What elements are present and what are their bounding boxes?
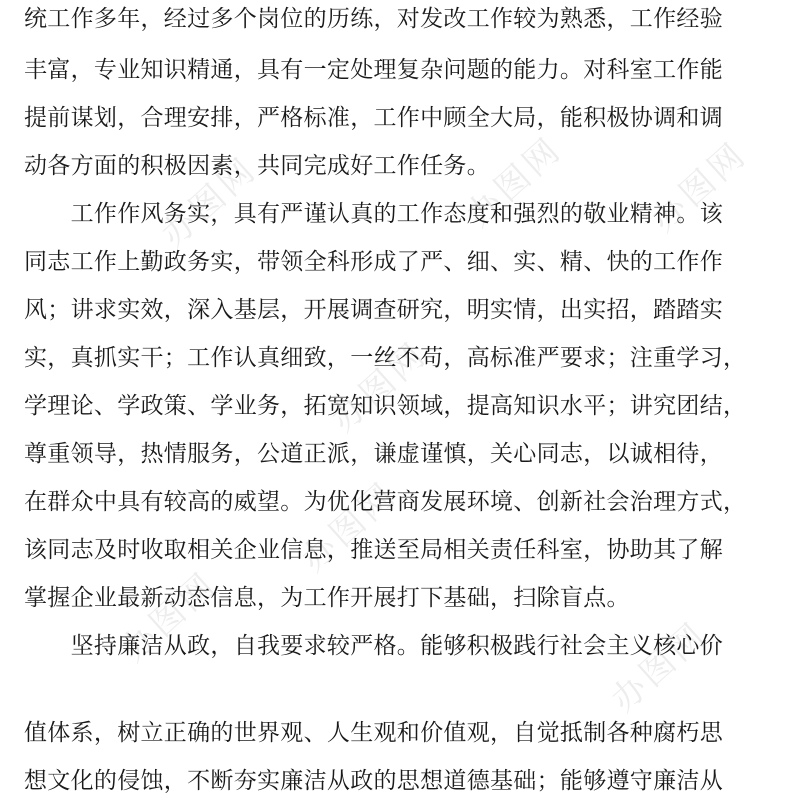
text-line: 该同志及时收取相关企业信息，推送至局相关责任科室，协助其了解 bbox=[24, 537, 723, 563]
watermark: 办图网 bbox=[603, 614, 716, 721]
text-line: 动各方面的积极因素，共同完成好工作任务。 bbox=[24, 153, 490, 179]
text-line: 在群众中具有较高的威望。为优化营商发展环境、创新社会治理方式， bbox=[24, 489, 747, 515]
watermark: 办图网 bbox=[293, 474, 406, 581]
watermark: 办图网 bbox=[153, 149, 266, 256]
text-line: 统工作多年，经过多个岗位的历练，对发改工作较为熟悉，工作经验 bbox=[24, 6, 723, 32]
text-line: 实，真抓实干；工作认真细致，一丝不苟，高标准严要求；注重学习， bbox=[24, 345, 747, 371]
watermark: 办图网 bbox=[323, 334, 436, 441]
text-line: 尊重领导，热情服务，公道正派，谦虚谨慎，关心同志，以诚相待， bbox=[24, 441, 723, 467]
watermark: 办图网 bbox=[643, 134, 756, 241]
text-line: 掌握企业最新动态信息，为工作开展打下基础，扫除盲点。 bbox=[24, 585, 630, 611]
text-line: 值体系，树立正确的世界观、人生观和价值观，自觉抵制各种腐朽思 bbox=[24, 720, 723, 746]
text-line: 丰富，专业知识精通，具有一定处理复杂问题的能力。对科室工作能 bbox=[24, 57, 723, 83]
text-line: 风；讲求实效，深入基层，开展调查研究，明实情，出实招，踏踏实 bbox=[24, 297, 723, 323]
text-line: 学理论、学政策、学业务，拓宽知识领域，提高知识水平；讲究团结， bbox=[24, 393, 747, 419]
watermark: 办图网 bbox=[113, 564, 226, 671]
text-line: 同志工作上勤政务实，带领全科形成了严、细、实、精、快的工作作 bbox=[24, 249, 723, 275]
paragraph-start-line: 坚持廉洁从政，自我要求较严格。能够积极践行社会主义核心价 bbox=[24, 633, 723, 659]
text-line: 提前谋划，合理安排，严格标准，工作中顾全大局，能积极协调和调 bbox=[24, 105, 723, 131]
watermark: 办图网 bbox=[458, 129, 571, 236]
text-line: 想文化的侵蚀，不断夯实廉洁从政的思想道德基础；能够遵守廉洁从 bbox=[24, 768, 723, 794]
paragraph-start-line: 工作作风务实，具有严谨认真的工作态度和强烈的敬业精神。该 bbox=[24, 201, 723, 227]
